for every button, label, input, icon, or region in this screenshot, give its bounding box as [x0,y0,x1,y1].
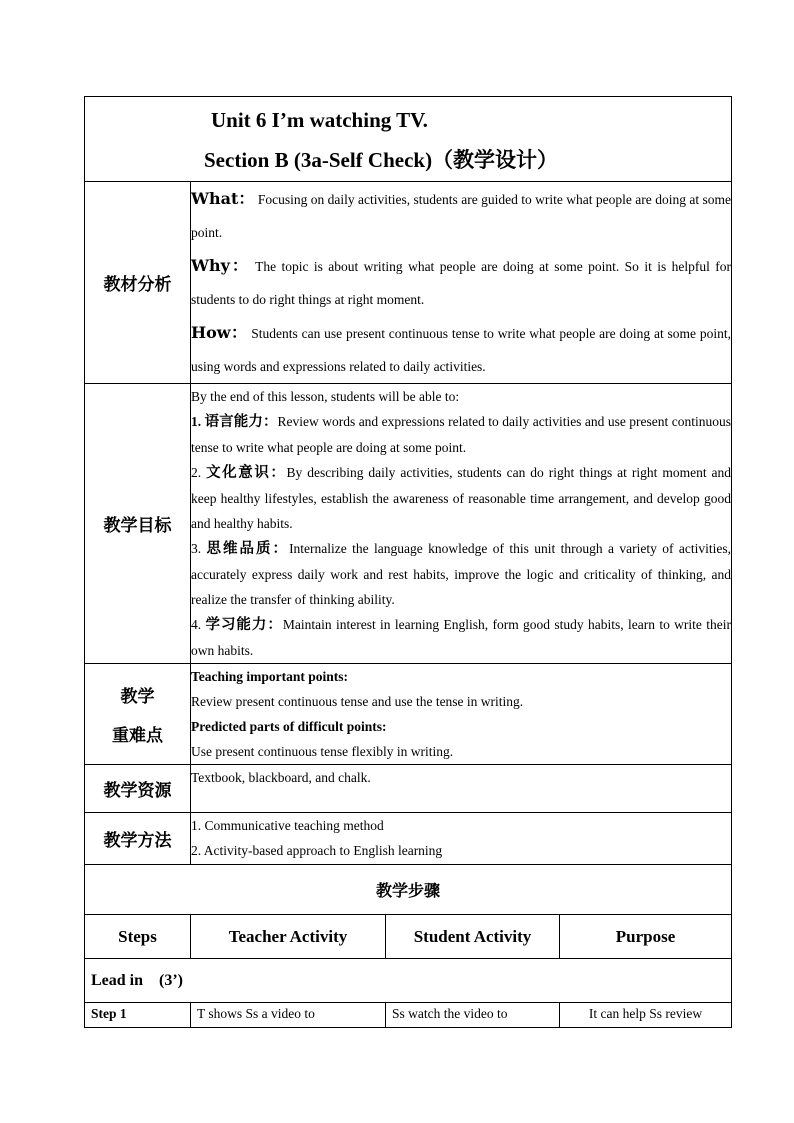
goals-row [85,384,732,664]
methods-label: 教学方法 [85,813,191,865]
method-item: 2. Activity-based approach to English learning [191,843,443,858]
goal-text: Review words and expressions related to daily activities and use present continuous tense to write what people are doing at some point. [191,414,732,455]
goal-item [191,460,731,536]
goal-number: 4. [191,617,206,632]
how-text: Students can use present continuous tense to write what people are doing at some point, using words and expressions related to daily activities. [191,326,731,374]
analysis-label: 教材分析 [85,182,191,384]
steps-heading-row [85,865,732,915]
goal-text: Maintain interest in learning English, form good study habits, learn to write their own habits. [191,617,732,658]
analysis-content [191,182,732,384]
what-paragraph [191,182,731,249]
what-text: Focusing on daily activities, students are guided to write what people are doing at some point. [191,192,731,240]
methods-content [191,813,732,865]
key-points-label [85,664,191,765]
goal-text: Internalize the language knowledge of this unit through a variety of activities, accurately express daily work and rest habits, improve the logic and criticality of thinking, and realize the transfer of thinking ability. [191,541,732,607]
how-label: How： [191,323,248,342]
title-row [85,97,732,182]
goal-label: 思维品质： [206,541,290,557]
goal-number: 1. [191,414,205,429]
goals-content [191,384,732,664]
difficult-points-heading: Predicted parts of difficult points: [191,719,387,734]
step-name: Step 1 [85,1003,191,1028]
goal-item [191,536,731,612]
important-points-text: Review present continuous tense and use the tense in writing. [191,694,524,709]
step-student-activity: Ss watch the video to [386,1003,560,1028]
how-paragraph [191,316,731,383]
why-label: Why： [191,256,250,275]
goal-number: 3. [191,541,207,556]
lead-in-cell [85,959,732,1003]
column-header-purpose: Purpose [560,915,732,959]
goal-text: By describing daily activities, students can do right things at right moment and keep healthy lifestyles, establish the awareness of reasonable time arrangement, and develop good and healthy habits. [191,465,732,531]
important-points-heading: Teaching important points: [191,669,349,684]
step-row [85,1003,732,1028]
goal-item [191,612,731,663]
key-points-label-line1: 教学 [120,687,155,707]
section-title: Section B (3a-Self Check)（教学设计） [204,148,559,172]
goal-item [191,409,731,460]
goals-label: 教学目标 [85,384,191,664]
goals-intro: By the end of this lesson, students will be able to: [191,389,460,404]
difficult-points-text: Use present continuous tense flexibly in writing. [191,744,454,759]
what-label: What： [191,189,255,208]
column-header-student-activity: Student Activity [386,915,560,959]
lead-in-duration: (3’) [159,971,183,989]
why-text: The topic is about writing what people are doing at some point. So it is helpful for students to do right things at right moment. [191,259,731,307]
steps-heading: 教学步骤 [85,865,732,915]
resources-text: Textbook, blackboard, and chalk. [191,765,732,813]
analysis-row [85,182,732,384]
goal-label: 语言能力： [204,414,278,430]
lead-in-row [85,959,732,1003]
column-header-row [85,915,732,959]
step-purpose: It can help Ss review [560,1003,732,1028]
title-cell [85,97,732,182]
resources-label: 教学资源 [85,765,191,813]
goal-label: 学习能力： [205,617,283,633]
unit-title: Unit 6 I’m watching TV. [211,108,428,132]
column-header-steps: Steps [85,915,191,959]
column-header-teacher-activity: Teacher Activity [191,915,386,959]
step-teacher-activity: T shows Ss a video to [191,1003,386,1028]
lesson-plan-table [84,96,732,1028]
why-paragraph [191,249,731,316]
goal-label: 文化意识： [206,465,287,481]
key-points-content [191,664,732,765]
key-points-label-line2: 重难点 [112,726,163,746]
lead-in-label: Lead in [91,971,144,989]
goal-number: 2. [191,465,207,480]
method-item: 1. Communicative teaching method [191,818,384,833]
methods-row [85,813,732,865]
key-points-row [85,664,732,765]
resources-row [85,765,732,813]
